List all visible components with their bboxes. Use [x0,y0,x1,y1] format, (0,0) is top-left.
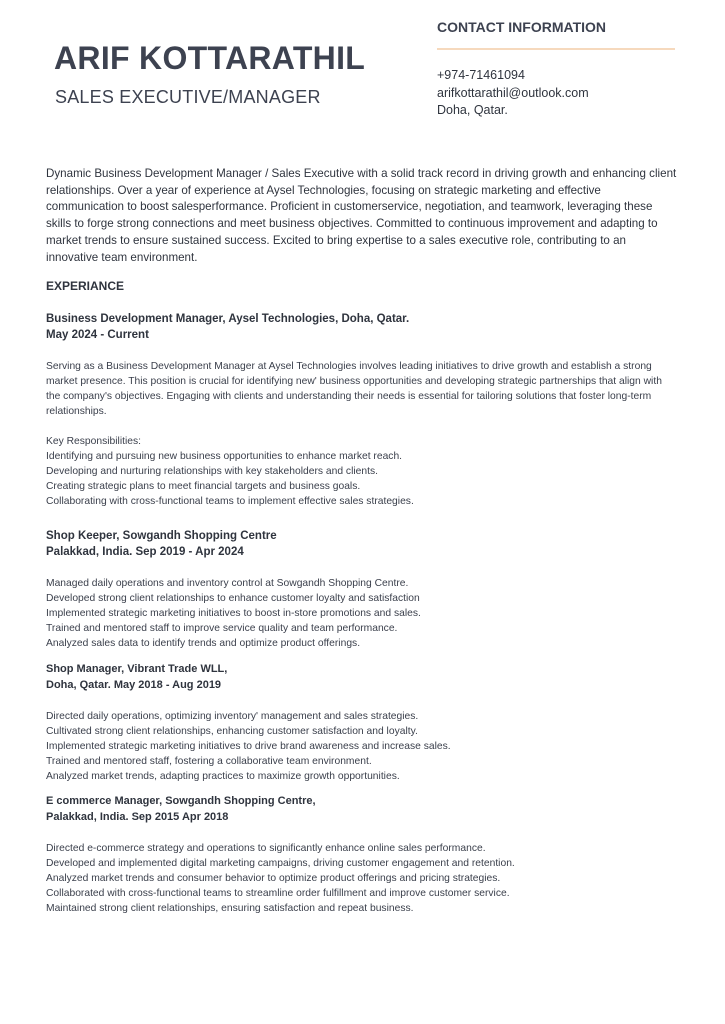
job-bullet: Managed daily operations and inventory control at Sowgandh Shopping Centre. [46,578,409,589]
job-bullet: Developed strong client relationships to enhance customer loyalty and satisfaction [46,593,420,604]
contact-email: arifkottarathil@outlook.com [437,85,589,100]
job-title-line: E commerce Manager, Sowgandh Shopping Centre, [46,795,316,807]
contact-location: Doha, Qatar. [437,103,508,117]
job-dates-line: Palakkad, India. Sep 2019 - Apr 2024 [46,546,244,558]
candidate-title: SALES EXECUTIVE/MANAGER [55,87,321,107]
job-bullet: Implemented strategic marketing initiatives to boost in-store promotions and sales. [46,608,421,619]
job-dates-line: May 2024 - Current [46,329,149,341]
job-bullet: Directed daily operations, optimizing inventory' management and sales strategies. [46,711,419,722]
job-entry-business-development-manager [46,311,671,509]
job-title-line: Shop Keeper, Sowgandh Shopping Centre [46,530,277,542]
candidate-name: ARIF KOTTARATHIL [54,40,366,76]
professional-summary: Dynamic Business Development Manager / Sales Executive with a solid track record in driving growth and enhancing client relationships. Over a year of experience at Aysel Technologies, focusing on strategic marketing and effective communication to boost salesperformance. Proficient in customerservice, negotiation, and teamwork, leveraging these skills to forge strong connections and meet business objectives. Committed to continuous improvement and adapting to market trends to ensure sustained success. Excited to bring expertise to a sales executive role, contributing to an innovative team environment. [46,167,677,264]
experience-heading: EXPERIANCE [46,279,125,293]
job-entry-ecommerce-manager [46,793,671,916]
job-bullet: Cultivated strong client relationships, enhancing customer satisfaction and loyalty. [46,726,418,737]
job-bullet: Trained and mentored staff to improve service quality and team performance. [46,623,398,634]
contact-section [437,19,677,120]
job-entry-shop-manager [46,661,671,784]
responsibility-item: Creating strategic plans to meet financial targets and business goals. [46,481,361,492]
job-entry-shop-keeper [46,528,671,651]
responsibility-item: Collaborating with cross-functional teams to implement effective sales strategies. [46,496,414,507]
job-bullet: Implemented strategic marketing initiatives to drive brand awareness and increase sales. [46,741,451,752]
job-dates-line: Doha, Qatar. May 2018 - Aug 2019 [46,679,222,691]
responsibility-item: Identifying and pursuing new business opportunities to enhance market reach. [46,451,403,462]
job-bullet: Developed and implemented digital marketing campaigns, driving customer engagement and retention. [46,858,515,869]
job-title-line: Business Development Manager, Aysel Technologies, Doha, Qatar. [46,313,410,325]
contact-divider [437,48,675,50]
contact-phone: +974-71461094 [437,68,525,82]
responsibility-item: Developing and nurturing relationships with key stakeholders and clients. [46,466,378,477]
job-bullet: Analyzed market trends and consumer behavior to optimize product offerings and pricing strategies. [46,873,501,884]
job-dates-line: Palakkad, India. Sep 2015 Apr 2018 [46,811,229,823]
contact-heading: CONTACT INFORMATION [437,19,607,35]
job-bullet: Analyzed sales data to identify trends and optimize product offerings. [46,638,361,649]
job-description: Serving as a Business Development Manager at Aysel Technologies involves leading initiatives to drive growth and establish a strong market presence. This position is crucial for identifying new' business opportunities and developing strategic partnerships that align with the company's objectives. Engaging with clients and understanding their needs is essential for tailoring solutions that foster long-term relationships. [46,361,662,417]
job-bullet: Trained and mentored staff, fostering a collaborative team environment. [46,756,372,767]
job-bullet: Collaborated with cross-functional teams to streamline order fulfillment and improve customer service. [46,888,510,899]
job-bullet: Maintained strong client relationships, ensuring satisfaction and repeat business. [46,903,414,914]
job-bullet: Directed e-commerce strategy and operations to significantly enhance online sales performance. [46,843,486,854]
job-bullet: Analyzed market trends, adapting practices to maximize growth opportunities. [46,771,400,782]
responsibilities-label: Key Responsibilities: [46,436,142,447]
job-title-line: Shop Manager, Vibrant Trade WLL, [46,663,228,675]
